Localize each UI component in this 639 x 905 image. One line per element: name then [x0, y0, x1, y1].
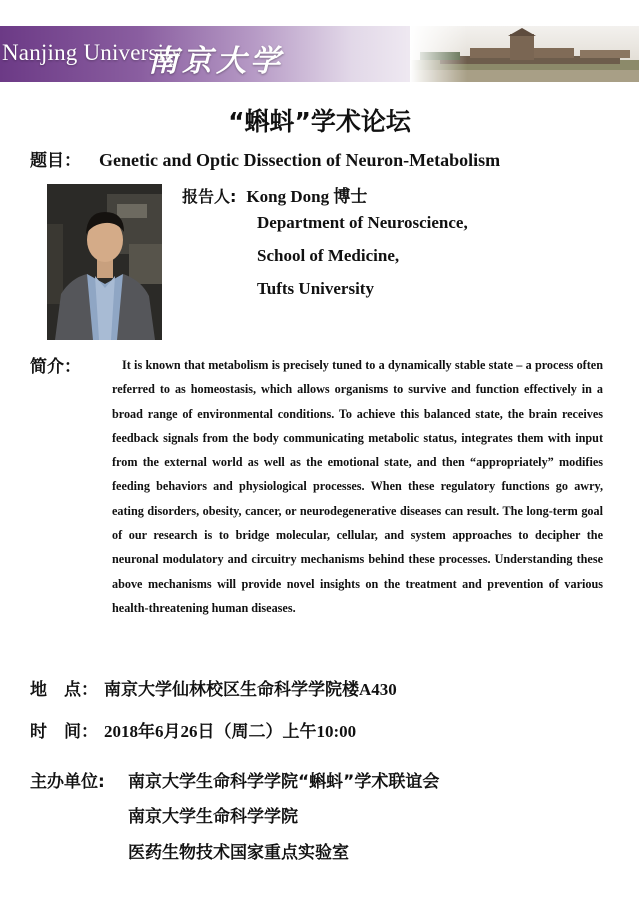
talk-topic: [30, 146, 500, 171]
speaker-label: 报告人:: [182, 187, 237, 206]
banner-university-name: Nanjing University: [2, 40, 183, 65]
affiliation-university: Tufts University: [257, 279, 374, 298]
organizer-label-line: [30, 767, 105, 792]
affiliation-department: Department of Neuroscience,: [257, 213, 468, 232]
university-calligraphy-logo: 南京大学: [148, 44, 284, 79]
page-title: “蝌蚪”学术论坛: [228, 107, 411, 136]
time-label: 时 间：: [30, 722, 98, 742]
organizer-label: 主办单位:: [30, 772, 105, 792]
topic-label: 题目：: [30, 151, 81, 171]
intro-abstract: It is known that metabolism is precisely tuned to a dynamically stable state – a process often referred to as homeostasis, which allows organisms to survive and function effectively in a broad range of environmental conditions. To achieve this balanced state, the brain receives feedback signals from the body communicating metabolic status, integrates them with input from the external world as well as the emotional state, and then “appropriately” modifies feeding behaviors and physiological processes. When these regulatory functions go awry, eating disorders, obesity, cancer, or neurodegenerative diseases can result. The long-term goal of our research is to bridge molecular, cellular, and system approaches to decipher the neuronal modulatory and circuitry mechanisms behind these processes. Understanding these above mechanisms will provide novel insights on the treatment and prevention of various health-threatening human diseases.: [112, 358, 603, 615]
intro-label: 简介：: [30, 357, 81, 377]
speaker-line: [182, 180, 367, 213]
location-value: 南京大学仙林校区生命科学学院楼A430: [104, 680, 397, 699]
location-line: [30, 675, 397, 700]
header-banner: [0, 26, 639, 82]
campus-building-photo: [410, 26, 639, 82]
time-line: [30, 717, 356, 742]
location-label: 地 点：: [30, 680, 98, 700]
speaker-portrait: [47, 184, 162, 340]
time-value: 2018年6月26日（周二）上午10:00: [104, 722, 357, 741]
affiliation-school: School of Medicine,: [257, 246, 400, 265]
speaker-name: Kong Dong 博士: [246, 187, 368, 206]
topic-value: Genetic and Optic Dissection of Neuron-Metabolism: [99, 150, 501, 170]
organizer-item: 医药生物技术国家重点实验室: [128, 843, 349, 863]
organizer-item: 南京大学生命科学学院“蝌蚪”学术联谊会: [128, 772, 440, 792]
organizer-item: 南京大学生命科学学院: [128, 807, 298, 827]
